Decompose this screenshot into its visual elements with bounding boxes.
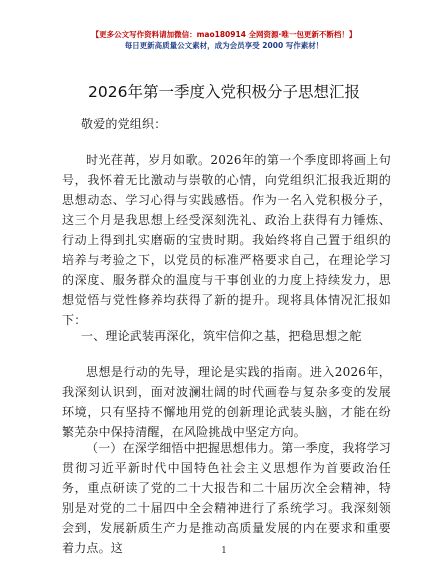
- salutation: 敬爱的党组织：: [81, 117, 167, 131]
- page-number: 1: [221, 546, 227, 556]
- promo-banner-line-2: 每日更新高质量公文素材，成为会员享受 2000 写作素材！: [124, 41, 324, 50]
- promo-banner-line-1: 【更多公文写作资料请加微信：mao180914 全网资源·唯一包更新不断档！】: [91, 30, 357, 39]
- document-title: 2026年第一季度入党积极分子思想汇报: [88, 83, 360, 101]
- paragraph-theory: 思想是行动的先导，理论是实践的指南。进入2026年，我深刻认识到，面对波澜壮阔的时代画卷与复杂多变的发展环境，只有坚持不懈地用党的创新理论武装头脑，才能在纷繁芜杂中保持清醒，在风险挑战中坚定方向。: [62, 365, 391, 439]
- paragraph-study: （一）在深学细悟中把握思想伟力。第一季度，我将学习贯彻习近平新时代中国特色社会主义思想作为首要政治任务，重点研读了党的二十大报告和二十届历次全会精神，特别是对党的二十届四中全会精神进行了系统学习。我深刻领会到，发展新质生产力是推动高质量发展的内在要求和重要着力点。这: [62, 441, 392, 555]
- section-heading: 一、理论武装再深化，筑牢信仰之基，把稳思想之舵: [81, 329, 362, 343]
- paragraph-intro: 时光荏苒，岁月如歌。2026年的第一个季度即将画上句号，我怀着无比激动与崇敬的心情，向党组织汇报我近期的思想动态、学习心得与实践感悟。作为一名入党积极分子，这三个月是我思想上经受深刻洗礼、政治上获得有力锤炼、行动上得到扎实磨砺的宝贵时期。我始终将自己置于组织的培养与考验之下，以党员的标准严格要求自己，在理论学习的深度、服务群众的温度与干事创业的力度上持续发力，思想觉悟与党性修养均获得了新的提升。现将具体情况汇报如下：: [62, 153, 391, 327]
